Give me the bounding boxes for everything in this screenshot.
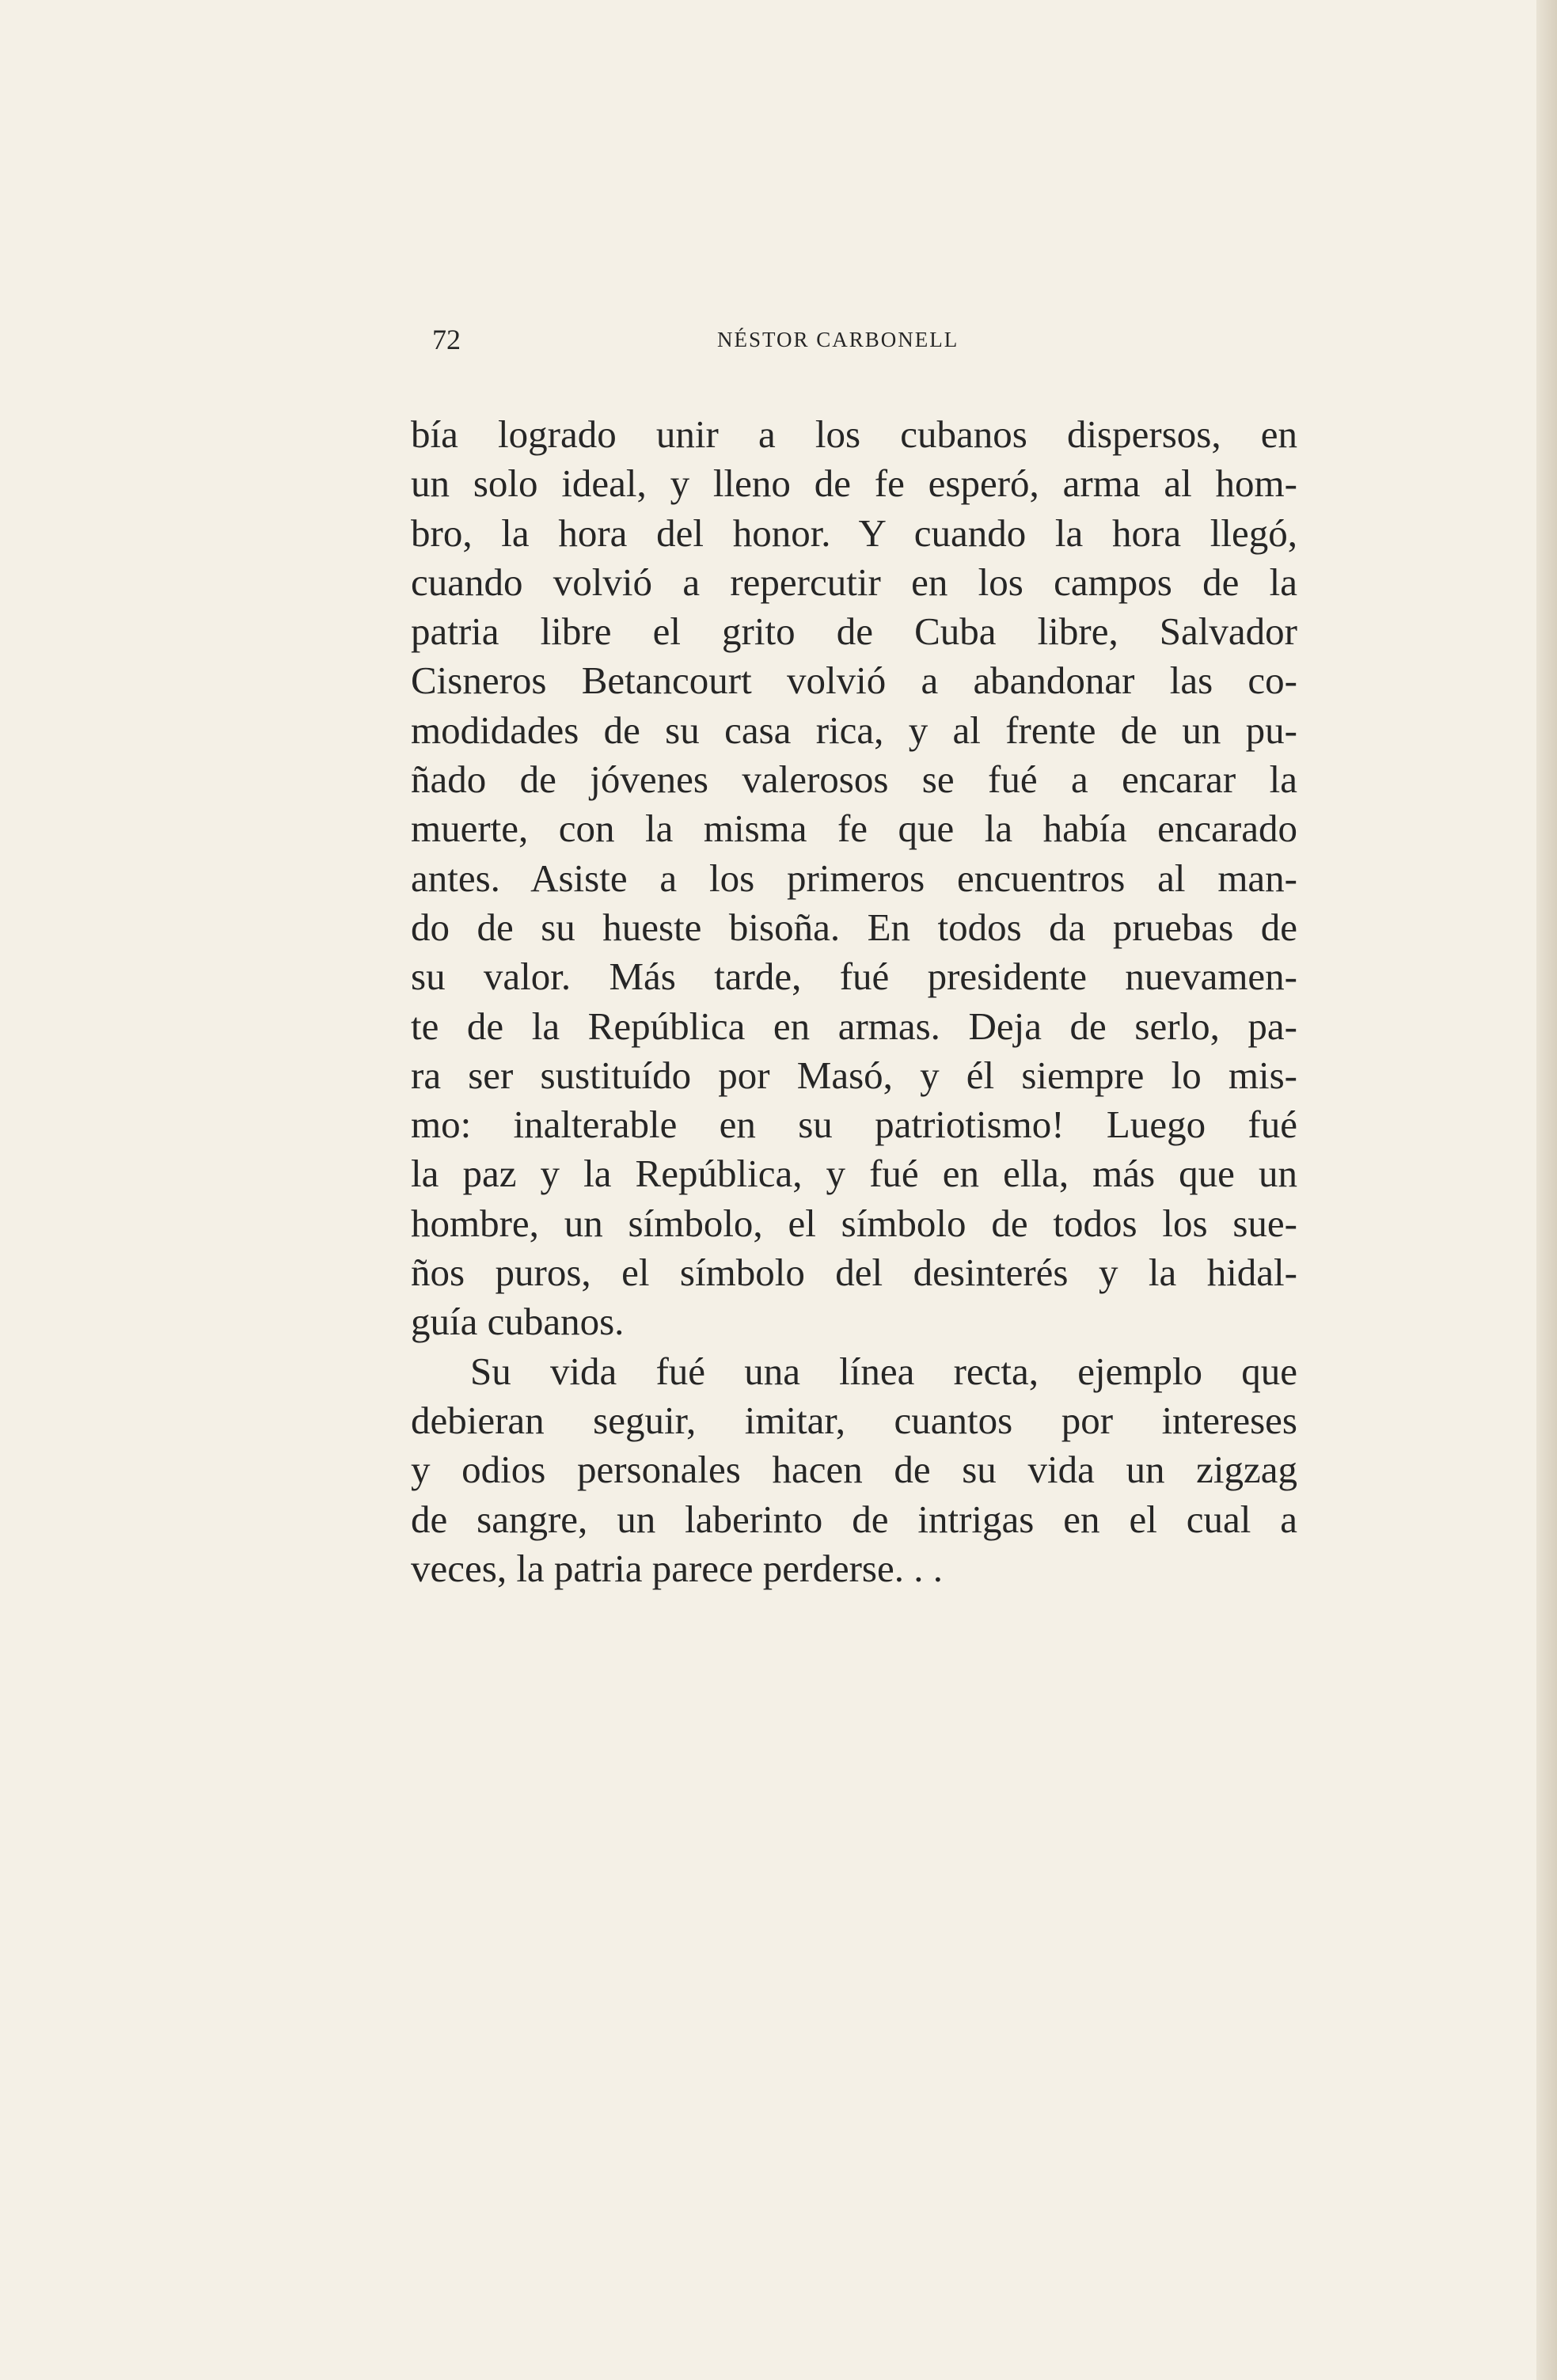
running-head: NÉSTOR CARBONELL bbox=[717, 328, 959, 351]
text-line: te de la República en armas. Deja de serlo, pa- bbox=[411, 1004, 1297, 1048]
text-line: la paz y la República, y fué en ella, más que un bbox=[411, 1152, 1297, 1196]
text-line: Cisneros Betancourt volvió a abandonar las co- bbox=[411, 659, 1297, 703]
body-text bbox=[411, 410, 1297, 1593]
page-number: 72 bbox=[432, 324, 461, 355]
text-line: patria libre el grito de Cuba libre, Salvador bbox=[411, 609, 1297, 654]
text-line: ños puros, el símbolo del desinterés y la hidal- bbox=[411, 1251, 1297, 1295]
text-line: debieran seguir, imitar, cuantos por intereses bbox=[411, 1398, 1297, 1442]
page-header bbox=[432, 320, 1295, 359]
text-line: un solo ideal, y lleno de fe esperó, arma al hom- bbox=[411, 461, 1297, 506]
text-line: y odios personales hacen de su vida un zigzag bbox=[411, 1448, 1297, 1492]
text-line: cuando volvió a repercutir en los campos de la bbox=[411, 560, 1297, 604]
text-line: do de su hueste bisoña. En todos da pruebas de bbox=[411, 905, 1297, 949]
text-line: modidades de su casa rica, y al frente de un pu- bbox=[411, 708, 1297, 752]
text-line: su valor. Más tarde, fué presidente nuevamen- bbox=[411, 955, 1297, 999]
page-edge-shadow bbox=[1536, 0, 1557, 2380]
text-line: ra ser sustituído por Masó, y él siempre lo mis- bbox=[411, 1053, 1297, 1097]
text-line: Su vida fué una línea recta, ejemplo que bbox=[470, 1349, 1297, 1393]
text-line: ñado de jóvenes valerosos se fué a encarar la bbox=[411, 757, 1297, 802]
text-line: de sangre, un laberinto de intrigas en el cual a bbox=[411, 1497, 1297, 1541]
text-line: muerte, con la misma fe que la había encarado bbox=[411, 807, 1297, 851]
text-line: antes. Asiste a los primeros encuentros al man- bbox=[411, 856, 1297, 900]
text-line: bro, la hora del honor. Y cuando la hora llegó, bbox=[411, 511, 1297, 555]
paragraph-2 bbox=[411, 1347, 1297, 1593]
text-line: hombre, un símbolo, el símbolo de todos los sue- bbox=[411, 1201, 1297, 1245]
text-line: guía cubanos. bbox=[411, 1300, 625, 1344]
text-line: mo: inalterable en su patriotismo! Luego fué bbox=[411, 1103, 1297, 1147]
paragraph-1 bbox=[411, 410, 1297, 1347]
text-line: veces, la patria parece perderse. . . bbox=[411, 1546, 943, 1590]
text-line: bía logrado unir a los cubanos dispersos, en bbox=[411, 412, 1297, 456]
